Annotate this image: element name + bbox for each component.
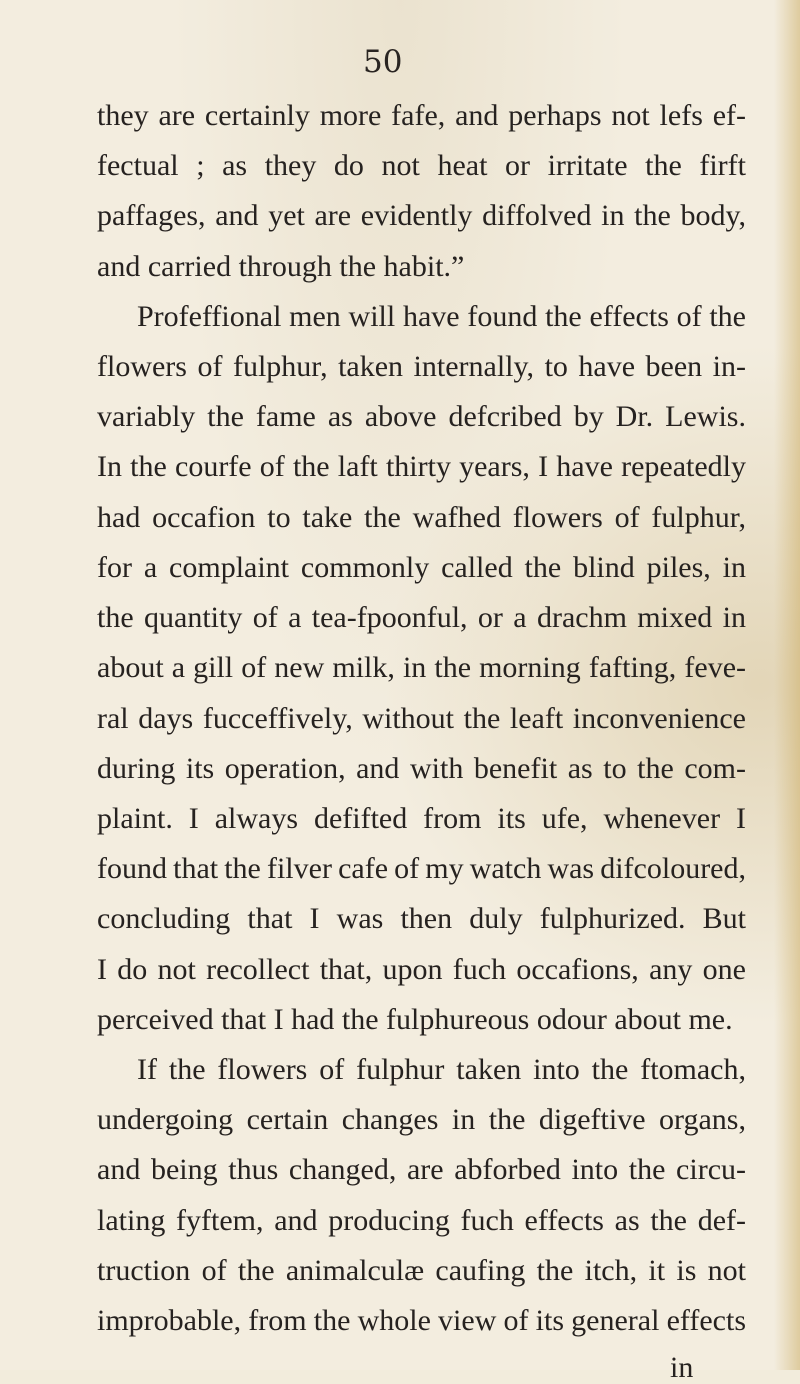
page-number: 50 <box>363 44 403 80</box>
text-line: for a complaint commonly called the blind piles, in <box>97 550 746 584</box>
text-line: I do not recollect that, upon fuch occafions, any one <box>97 952 746 986</box>
text-line: lating fyftem, and producing fuch effects as the def- <box>97 1203 746 1237</box>
text-line: paffages, and yet are evidently diffolved in the body, <box>97 199 746 233</box>
text-line: concluding that I was then duly fulphurized. But <box>97 902 746 936</box>
text-line: had occafion to take the wafhed flowers of fulphur, <box>97 500 746 534</box>
page-edge-stain <box>774 0 800 1370</box>
text-line: If the flowers of fulphur taken into the ftomach, <box>137 1052 746 1086</box>
text-line: they are certainly more fafe, and perhaps not lefs ef- <box>97 99 746 132</box>
text-line: the quantity of a tea-fpoonful, or a drachm mixed in <box>97 601 746 635</box>
text-line: fectual ; as they do not heat or irritate the firft <box>97 149 746 183</box>
text-line: plaint. I always defifted from its ufe, whenever I <box>97 801 746 835</box>
text-line: Profeffional men will have found the effects of the <box>137 299 746 333</box>
text-line: In the courfe of the laft thirty years, I have repeatedly <box>97 450 746 484</box>
catchword: in <box>670 1351 694 1384</box>
text-line: flowers of fulphur, taken internally, to have been in- <box>97 350 746 384</box>
text-line: ral days fucceffively, without the leaft inconvenience <box>97 701 746 735</box>
text-line: during its operation, and with benefit as to the com- <box>97 751 746 785</box>
text-line: found that the filver cafe of my watch was difcoloured, <box>97 852 746 886</box>
text-line: improbable, from the whole view of its general effects <box>97 1304 746 1337</box>
text-line: variably the fame as above defcribed by Dr. Lewis. <box>97 400 746 434</box>
text-line: truction of the animalculæ caufing the itch, it is not <box>97 1253 746 1287</box>
text-line: about a gill of new milk, in the morning fafting, feve- <box>97 651 746 685</box>
text-line: perceived that I had the fulphureous odour about me. <box>97 1002 733 1036</box>
text-line: undergoing certain changes in the digeftive organs, <box>97 1103 746 1137</box>
text-line: and being thus changed, are abforbed into the circu- <box>97 1153 746 1187</box>
text-line: and carried through the habit.” <box>97 249 465 283</box>
